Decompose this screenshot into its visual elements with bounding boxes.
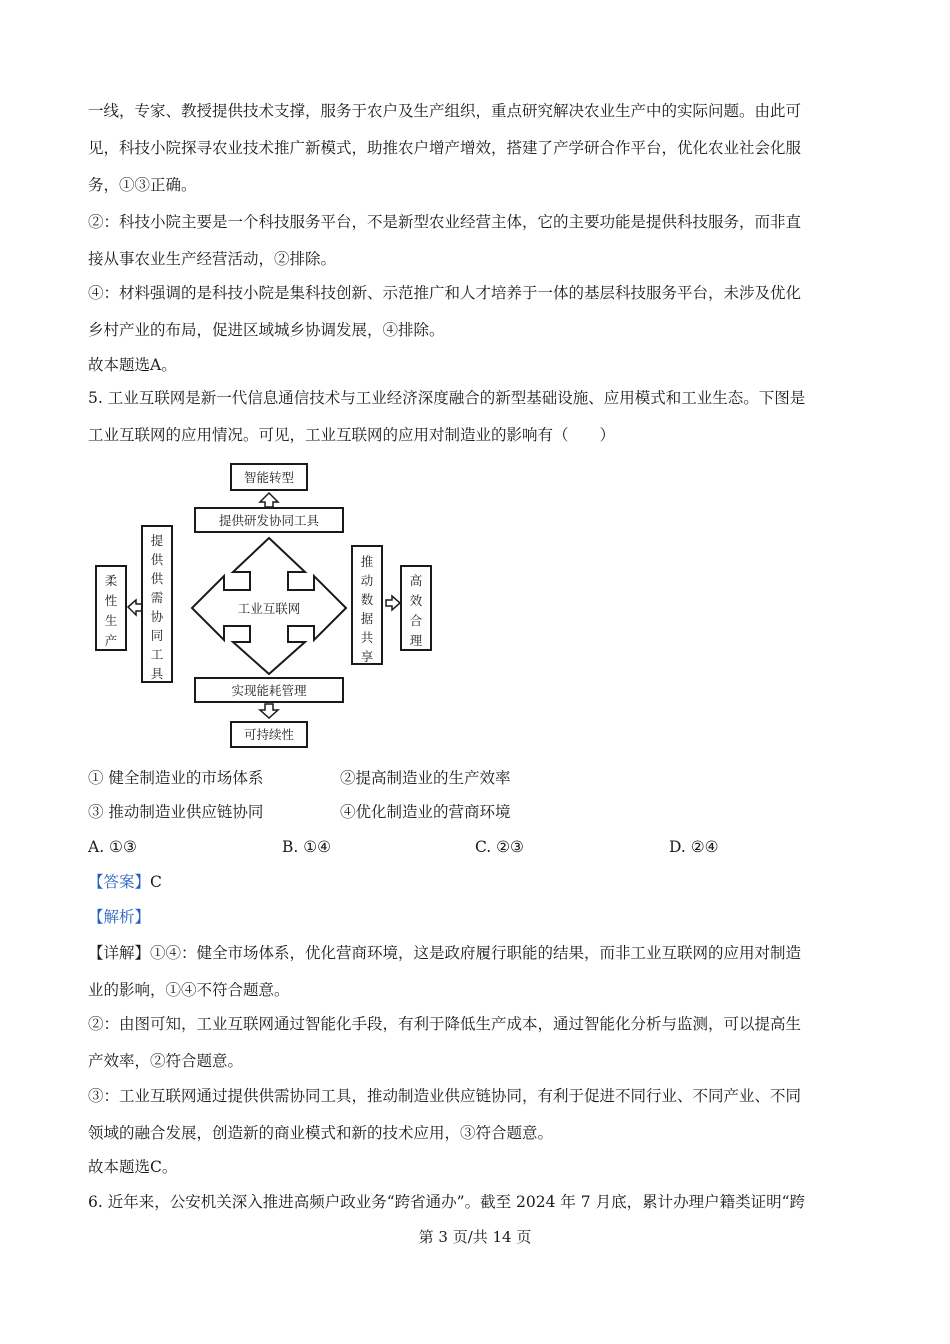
left-result-label (105, 573, 118, 648)
text-line: 一线，专家、教授提供技术支撑，服务于农户及生产组织，重点研究解决农业生产中的实际问题。由此可 (88, 102, 802, 120)
page-footer: 第 3 页/共 14 页 (418, 1228, 532, 1246)
top-result-label: 智能转型 (243, 470, 295, 485)
right-box-label (361, 554, 374, 664)
svg-text:据: 据 (360, 611, 374, 626)
question-6-stem: 6. 近年来，公安机关深入推进高频户政业务“跨省通办”。截至 2024 年 7 月底，累计办理户籍类证明“跨 (88, 1193, 806, 1211)
svg-text:协: 协 (150, 609, 164, 624)
left-arrow-icon (128, 600, 142, 615)
svg-text:理: 理 (409, 633, 423, 648)
text-line: ②：科技小院主要是一个科技服务平台，不是新型农业经营主体，它的主要功能是提供科技服务，而非直 (88, 213, 802, 231)
detail-line: 【详解】①④：健全市场体系，优化营商环境，这是政府履行职能的结果，而非工业互联网的应用对制造 (88, 944, 802, 962)
detail-label: 【详解】 (88, 944, 151, 962)
down-arrow-icon (260, 704, 278, 718)
svg-text:高: 高 (409, 573, 423, 588)
text-line: 乡村产业的布局，促进区域城乡协调发展，④排除。 (88, 321, 445, 339)
svg-text:产: 产 (104, 633, 118, 648)
detail-line: 产效率，②符合题意。 (88, 1052, 244, 1070)
analysis-label: 【解析】 (88, 908, 151, 926)
right-arrow-icon (386, 596, 400, 610)
svg-text:动: 动 (360, 573, 374, 588)
question-5-stem: 工业互联网的应用情况。可见，工业互联网的应用对制造业的影响有（ ） (88, 426, 616, 444)
svg-text:同: 同 (150, 628, 164, 643)
statement-1: ① 健全制造业的市场体系 (88, 769, 264, 787)
up-arrow-icon (260, 493, 278, 507)
detail-line: ③：工业互联网通过提供供需协同工具，推动制造业供应链协同，有利于促进不同行业、不同产业、不同 (88, 1087, 802, 1105)
svg-text:需: 需 (150, 590, 164, 605)
bottom-box-label: 实现能耗管理 (231, 683, 307, 698)
svg-text:提: 提 (150, 533, 164, 548)
detail-line: ②：由图可知，工业互联网通过智能化手段，有利于降低生产成本，通过智能化分析与监测，可以提高生 (88, 1015, 802, 1033)
svg-text:效: 效 (409, 593, 423, 608)
statement-3: ③ 推动制造业供应链协同 (88, 803, 264, 821)
detail-line: 业的影响，①④不符合题意。 (88, 981, 290, 999)
text-line: 接从事农业生产经营活动，②排除。 (88, 250, 337, 268)
left-box-label (151, 533, 164, 681)
choice-a: A. ①③ (88, 838, 137, 856)
text-line: 故本题选A。 (88, 356, 177, 374)
choice-c: C. ②③ (475, 838, 524, 856)
svg-text:生: 生 (104, 613, 118, 628)
right-result-label (410, 573, 423, 648)
svg-text:享: 享 (360, 649, 374, 664)
svg-text:柔: 柔 (104, 573, 118, 588)
center-label: 工业互联网 (237, 601, 301, 616)
top-box-label: 提供研发协同工具 (218, 513, 320, 528)
svg-text:共: 共 (360, 630, 374, 645)
answer-label: 【答案】 (88, 873, 151, 891)
answer-value: C (150, 873, 162, 891)
svg-text:推: 推 (360, 554, 374, 569)
question-5-stem: 5. 工业互联网是新一代信息通信技术与工业经济深度融合的新型基础设施、应用模式和工业生态。下图是 (88, 389, 806, 407)
text-line: 务，①③正确。 (88, 176, 197, 194)
statement-4: ④优化制造业的营商环境 (340, 803, 511, 821)
detail-line: 故本题选C。 (88, 1158, 178, 1176)
detail-line: 领域的融合发展，创造新的商业模式和新的技术应用，③符合题意。 (88, 1124, 554, 1142)
choice-d: D. ②④ (669, 838, 719, 856)
svg-text:数: 数 (360, 592, 374, 607)
answer-row (88, 872, 162, 892)
svg-text:合: 合 (409, 613, 423, 628)
text-line: ④：材料强调的是科技小院是集科技创新、示范推广和人才培养于一体的基层科技服务平台，未涉及优化 (88, 284, 802, 302)
svg-text:供: 供 (150, 571, 164, 586)
statement-2: ②提高制造业的生产效率 (340, 769, 511, 787)
svg-text:供: 供 (150, 552, 164, 567)
bottom-result-label: 可持续性 (243, 727, 295, 742)
svg-text:具: 具 (150, 666, 164, 681)
industrial-internet-diagram (90, 460, 440, 750)
svg-text:性: 性 (104, 593, 118, 608)
svg-text:工: 工 (150, 647, 164, 662)
text-line: 见，科技小院探寻农业技术推广新模式，助推农户增产增效，搭建了产学研合作平台，优化农业社会化服 (88, 139, 802, 157)
choice-b: B. ①④ (282, 838, 332, 856)
